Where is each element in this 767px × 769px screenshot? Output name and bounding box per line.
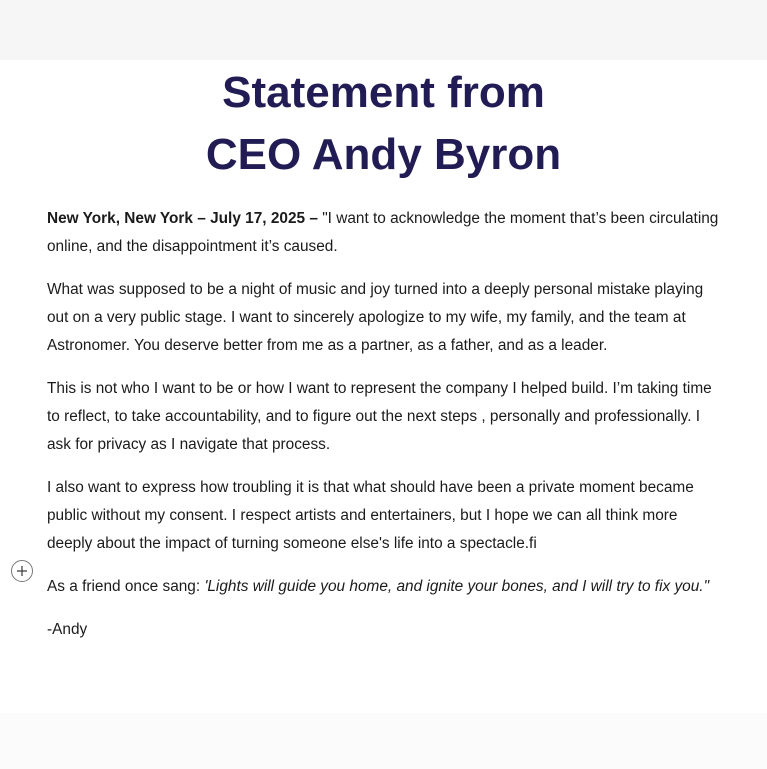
paragraph-2: What was supposed to be a night of music and joy turned into a deeply personal mistake playing out on a very public stage. I want to sincerely apologize to my wife, my family, and the team at Astronomer. You deserve better from me as a partner, as a father, and as a leader. (47, 281, 704, 354)
signoff: -Andy (47, 621, 88, 638)
bottom-margin (0, 713, 767, 769)
paragraph-1 (47, 205, 727, 261)
paragraph-5 (47, 573, 727, 601)
top-margin (0, 0, 767, 60)
title-line-1: Statement from (222, 68, 545, 117)
plus-circle-icon (16, 565, 28, 577)
song-quote: 'Lights will guide you home, and ignite your bones, and I will try to fix you." (204, 578, 710, 595)
paragraph-1-text: "I want to acknowledge the moment that’s been circulating online, and the disappointment it’s caused. (47, 210, 719, 255)
title-line-2: CEO Andy Byron (205, 130, 562, 179)
paragraph-4: I also want to express how troubling it is that what should have been a private moment became public without my consent. I respect artists and entertainers, but I hope we can all think more deeply about the impact of turning someone else's life into a spectacle.fi (47, 479, 694, 552)
dateline: New York, New York – July 17, 2025 – (47, 210, 318, 227)
paragraph-3: This is not who I want to be or how I want to represent the company I helped build. I’m taking time to reflect, to take accountability, and to figure out the next steps , personally and professionally. I ask for privacy as I navigate that process. (47, 380, 712, 453)
quote-lead: As a friend once sang: (47, 578, 205, 595)
page-title (0, 62, 767, 186)
add-block-button[interactable] (11, 560, 33, 582)
statement-body (47, 205, 727, 659)
